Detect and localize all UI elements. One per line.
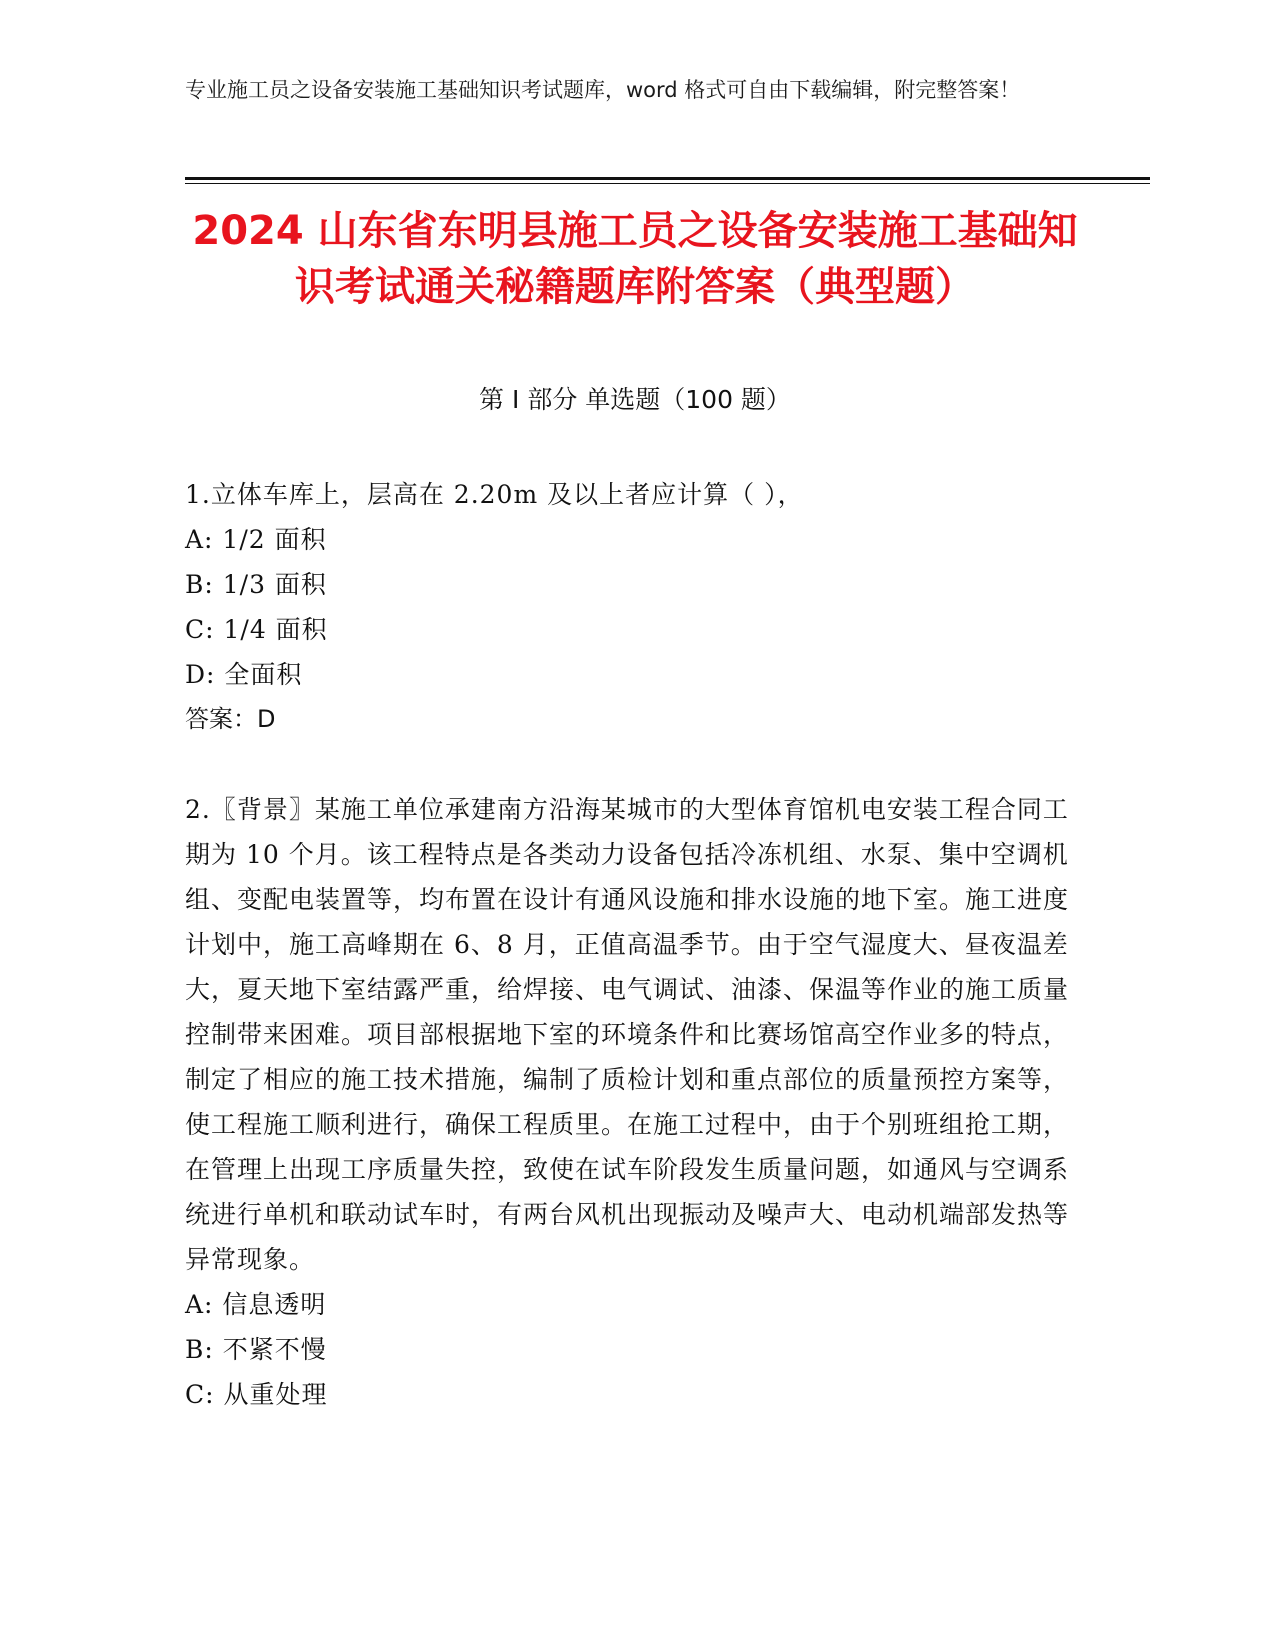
document-title: 2024 山东省东明县施工员之设备安装施工基础知识考试通关秘籍题库附答案（典型题）: [192, 208, 1078, 310]
question-2: [185, 787, 1075, 1417]
option-c: C: 从重处理: [185, 1380, 328, 1409]
question-1: [185, 472, 1075, 742]
option-d: D: 全面积: [185, 660, 303, 689]
header-divider-thin: [185, 183, 1150, 184]
section-heading: 第 I 部分 单选题（100 题）: [479, 385, 791, 414]
option-b: B: 1/3 面积: [185, 570, 327, 599]
option-c: C: 1/4 面积: [185, 615, 328, 644]
question-stem: 1.立体车库上，层高在 2.20m 及以上者应计算（ ），: [185, 480, 804, 509]
option-b: B: 不紧不慢: [185, 1335, 327, 1364]
option-a: A: 1/2 面积: [185, 525, 327, 554]
header-note: 专业施工员之设备安装施工基础知识考试题库，word 格式可自由下载编辑，附完整答案！: [185, 78, 1021, 102]
answer-line: 答案：D: [185, 705, 276, 733]
header-divider-thick: [185, 177, 1150, 180]
option-a: A: 信息透明: [185, 1290, 327, 1319]
question-stem: 2.〖背景〗某施工单位承建南方沿海某城市的大型体育馆机电安装工程合同工期为 10 个月。该工程特点是各类动力设备包括冷冻机组、水泵、集中空调机组、变配电装置等，均布置在设计有通风设施和排水设施的地下室。施工进度计划中，施工高峰期在 6、8 月，正值高温季节。由于空气湿度大、昼夜温差大，夏天地下室结露严重，给焊接、电气调试、油漆、保温等作业的施工质量控制带来困难。项目部根据地下室的环境条件和比赛场馆高空作业多的特点，制定了相应的施工技术措施，编制了质检计划和重点部位的质量预控方案等，使工程施工顺利进行，确保工程质里。在施工过程中，由于个别班组抢工期，在管理上出现工序质量失控，致使在试车阶段发生质量问题，如通风与空调系统进行单机和联动试车时，有两台风机出现振动及噪声大、电动机端部发热等异常现象。: [185, 795, 1070, 1274]
